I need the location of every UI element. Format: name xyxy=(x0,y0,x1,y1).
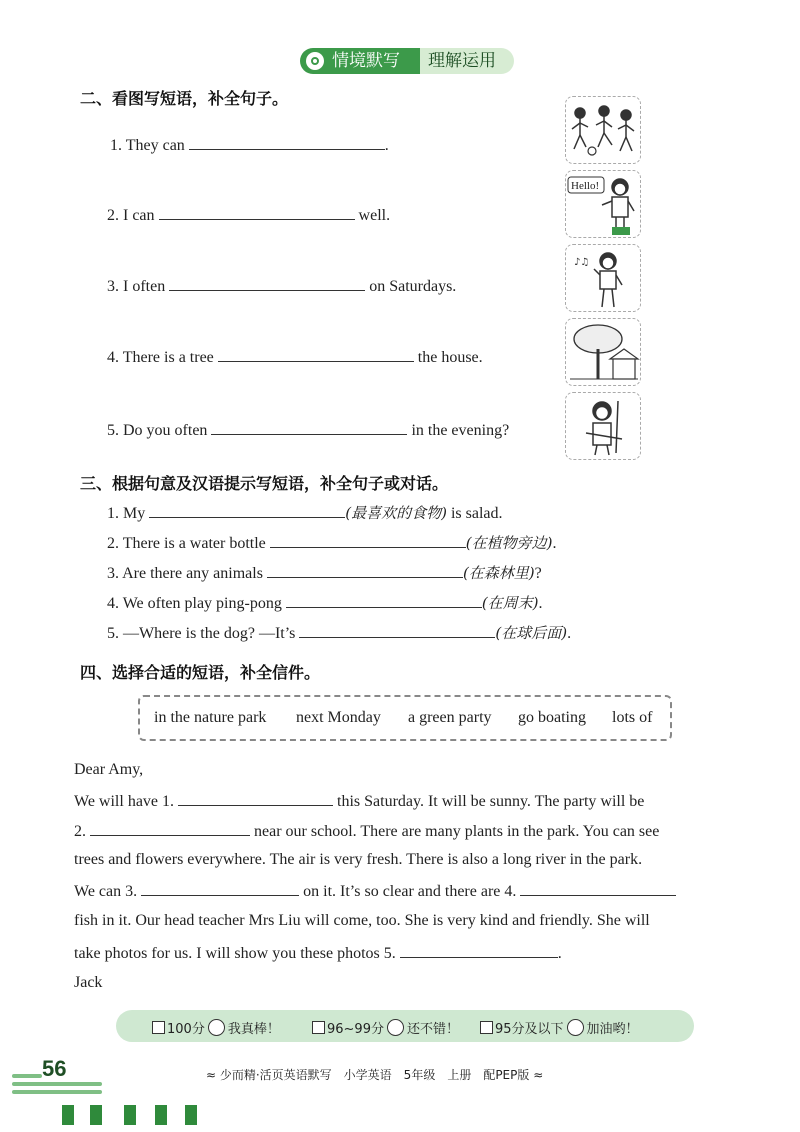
svg-text:Hello!: Hello! xyxy=(571,180,600,192)
answer-blank[interactable] xyxy=(267,563,463,578)
letter-line-5: fish in it. Our head teacher Mrs Liu will come, too. She is very kind and friendly. She will xyxy=(74,912,650,929)
letter-line-2: 2. near our school. There are many plants in the park. You can see xyxy=(74,823,660,840)
book-title: ≈ 少而精·活页英语默写 小学英语 5年级 上册 配PEP版 ≈ xyxy=(206,1068,544,1082)
page-number: 56 xyxy=(42,1056,67,1081)
answer-blank[interactable] xyxy=(178,791,333,806)
checkbox-icon[interactable] xyxy=(480,1021,493,1034)
rating-option-1[interactable]: 100分 我真棒！ xyxy=(152,1018,280,1037)
picture-erhu xyxy=(565,392,641,460)
word-option: lots of xyxy=(612,709,653,726)
answer-blank[interactable] xyxy=(286,593,482,608)
boy-saying-hello-icon xyxy=(566,171,640,237)
section3-item-1: 1. My (最喜欢的食物) is salad. xyxy=(107,504,503,522)
checkbox-icon[interactable] xyxy=(312,1021,325,1034)
rating-option-2[interactable]: 96~99分 还不错！ xyxy=(312,1018,459,1037)
boy-singing-icon xyxy=(566,245,640,311)
header-subtitle: 理解运用 xyxy=(420,48,514,74)
answer-blank[interactable] xyxy=(90,821,250,836)
checkbox-icon[interactable] xyxy=(152,1021,165,1034)
letter-signature: Jack xyxy=(74,974,103,991)
decorative-block xyxy=(62,1105,74,1125)
smiley-icon xyxy=(387,1019,404,1036)
letter-line-3: trees and flowers everywhere. The air is very fresh. There is also a long river in the park. xyxy=(74,851,643,868)
section3-item-5: 5. —Where is the dog? —It’s (在球后面). xyxy=(107,624,572,642)
word-bank xyxy=(138,695,672,741)
word-option: in the nature park xyxy=(154,709,267,726)
word-option: next Monday xyxy=(296,709,381,726)
self-rating-bar xyxy=(116,1010,694,1042)
children-playing-football-icon xyxy=(566,97,640,163)
letter-greeting: Dear Amy, xyxy=(74,761,144,778)
answer-blank[interactable] xyxy=(189,135,385,150)
answer-blank[interactable] xyxy=(520,881,676,896)
picture-tree-house xyxy=(565,318,641,386)
svg-text:♪♫: ♪♫ xyxy=(574,257,590,268)
rating-option-3[interactable]: 95分及以下 加油哟！ xyxy=(480,1018,639,1037)
smiley-icon xyxy=(208,1019,225,1036)
section4-title: 四、选择合适的短语，补全信件。 xyxy=(80,663,321,682)
decorative-block xyxy=(185,1105,197,1125)
word-option: go boating xyxy=(518,709,586,726)
girl-playing-erhu-icon xyxy=(566,393,640,459)
answer-blank[interactable] xyxy=(159,205,355,220)
answer-blank[interactable] xyxy=(400,943,558,958)
smiley-icon xyxy=(567,1019,584,1036)
section2-item-5: 5. Do you often in the evening? xyxy=(107,422,510,439)
letter-line-6: take photos for us. I will show you these photos 5. . xyxy=(74,945,562,962)
answer-blank[interactable] xyxy=(270,533,466,548)
picture-singing xyxy=(565,244,641,312)
section2-title: 二、看图写短语，补全句子。 xyxy=(80,89,289,108)
section3-item-4: 4. We often play ping-pong (在周末). xyxy=(107,594,543,612)
decorative-block xyxy=(124,1105,136,1125)
decorative-wave xyxy=(12,1090,102,1094)
section2-item-2: 2. I can well. xyxy=(107,207,391,224)
decorative-wave xyxy=(12,1074,42,1078)
section2-item-1: 1. They can . xyxy=(110,137,389,154)
section-header-badge xyxy=(300,48,514,74)
letter-line-1: We will have 1. this Saturday. It will be sunny. The party will be xyxy=(74,793,645,810)
answer-blank[interactable] xyxy=(211,420,407,435)
answer-blank[interactable] xyxy=(169,276,365,291)
answer-blank[interactable] xyxy=(299,623,495,638)
decorative-wave xyxy=(12,1082,102,1086)
section2-item-4: 4. There is a tree the house. xyxy=(107,349,483,366)
section3-item-3: 3. Are there any animals (在森林里)? xyxy=(107,564,542,582)
picture-football xyxy=(565,96,641,164)
pen-icon xyxy=(306,52,324,70)
answer-blank[interactable] xyxy=(218,347,414,362)
answer-blank[interactable] xyxy=(149,503,345,518)
header-tag: 情境默写 xyxy=(300,48,420,74)
letter-line-4: We can 3. on it. It’s so clear and there are 4. xyxy=(74,881,676,901)
tree-house-icon xyxy=(566,319,640,385)
picture-hello xyxy=(565,170,641,238)
decorative-block xyxy=(155,1105,167,1125)
section2-item-3: 3. I often on Saturdays. xyxy=(107,278,457,295)
decorative-block xyxy=(90,1105,102,1125)
word-option: a green party xyxy=(408,709,492,726)
section3-item-2: 2. There is a water bottle (在植物旁边). xyxy=(107,534,557,552)
answer-blank[interactable] xyxy=(141,881,299,896)
section3-title: 三、根据句意及汉语提示写短语，补全句子或对话。 xyxy=(80,474,449,493)
